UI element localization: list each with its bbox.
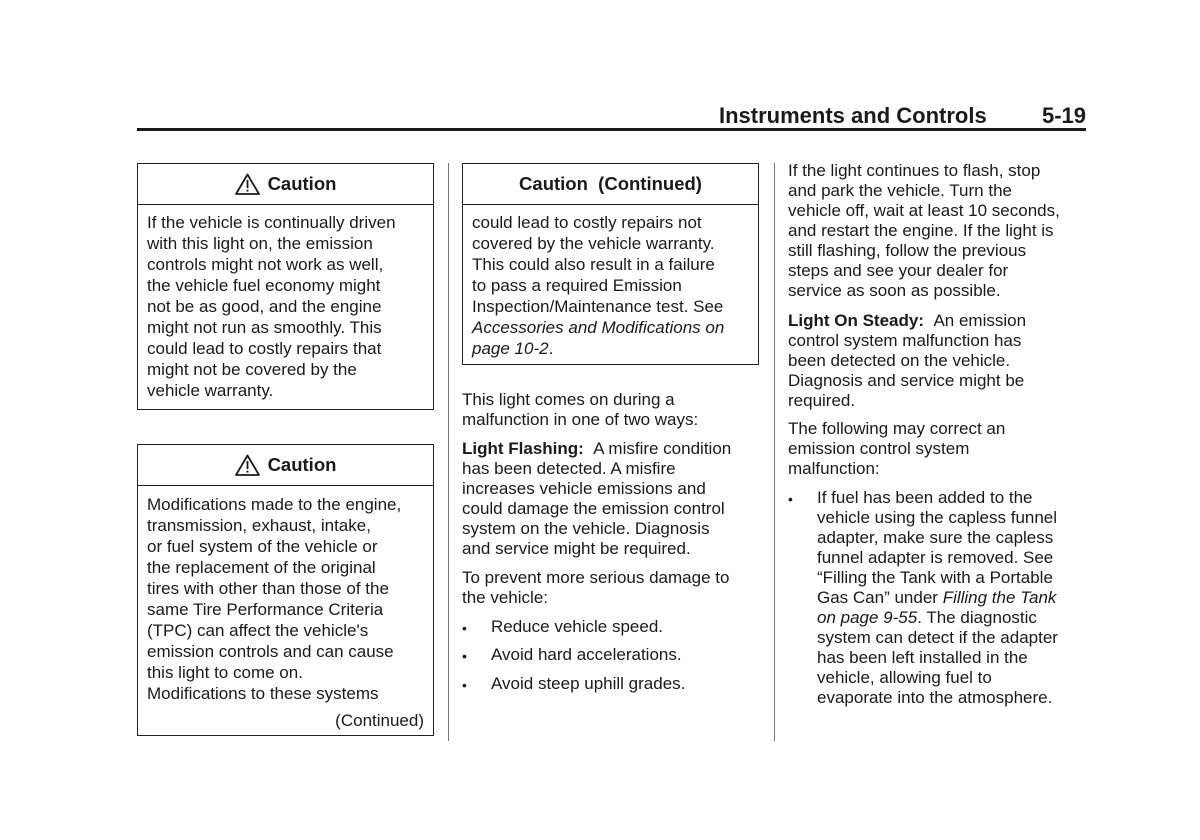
caution-body-1 xyxy=(147,212,425,401)
text-line: This could also result in a failure xyxy=(472,255,715,274)
correct-paragraph xyxy=(788,419,1005,479)
text-line: service as soon as possible. xyxy=(788,281,1001,300)
caution-header-2 xyxy=(138,445,433,486)
text-line: adapter, make sure the capless xyxy=(817,528,1054,547)
run-in-heading: Light Flashing: xyxy=(462,439,584,458)
text-line: not be as good, and the engine xyxy=(147,297,382,316)
page-number: 5-19 xyxy=(1041,103,1086,128)
punctuation: . xyxy=(548,339,554,358)
run-in-heading: Light On Steady: xyxy=(788,311,924,330)
text-line: has been detected. A misfire xyxy=(462,459,676,478)
text-run: . The diagnostic xyxy=(917,608,1037,627)
text-line: If the vehicle is continually driven xyxy=(147,213,396,232)
caution-box-1 xyxy=(137,163,434,410)
warning-triangle-icon xyxy=(235,173,260,195)
list-item-text: Avoid steep uphill grades. xyxy=(491,674,686,693)
text-run: An emission xyxy=(933,311,1027,330)
list-item xyxy=(462,645,752,674)
text-line: “Filling the Tank with a Portable xyxy=(817,568,1053,587)
text-line: and restart the engine. If the light is xyxy=(788,221,1054,240)
bullet-icon: • xyxy=(788,491,793,507)
column-divider-1 xyxy=(448,163,449,741)
intro-paragraph xyxy=(462,390,698,430)
text-line: has been left installed in the xyxy=(817,648,1028,667)
text-line: required. xyxy=(788,391,856,410)
page-header xyxy=(700,101,1086,131)
text-line: could lead to costly repairs not xyxy=(472,213,702,232)
text-line: To prevent more serious damage to xyxy=(462,568,730,587)
bullet-icon: • xyxy=(462,677,467,693)
cross-reference-line xyxy=(472,338,750,359)
text-line: Inspection/Maintenance test. See xyxy=(472,297,724,316)
caution-header-continued xyxy=(463,164,758,205)
text-line: same Tire Performance Criteria xyxy=(147,600,384,619)
caution-box-2 xyxy=(137,444,434,736)
text-line: the vehicle fuel economy might xyxy=(147,276,381,295)
text-line: tires with other than those of the xyxy=(147,579,389,598)
caution-header-1 xyxy=(138,164,433,205)
text-line: or fuel system of the vehicle or xyxy=(147,537,378,556)
text-line: controls might not work as well, xyxy=(147,255,384,274)
caution-title: Caution xyxy=(267,173,337,194)
text-line: the replacement of the original xyxy=(147,558,376,577)
text-line: emission control system xyxy=(788,439,970,458)
text-line: system can detect if the adapter xyxy=(817,628,1058,647)
text-line: been detected on the vehicle. xyxy=(788,351,1011,370)
cross-reference: Filling the Tank xyxy=(942,588,1057,607)
list-item-text: Avoid hard accelerations. xyxy=(491,645,682,664)
list-item xyxy=(788,488,1088,708)
text-line: and park the vehicle. Turn the xyxy=(788,181,1012,200)
text-line: system on the vehicle. Diagnosis xyxy=(462,519,710,538)
caution-box-continued xyxy=(462,163,759,365)
list-item-text: Reduce vehicle speed. xyxy=(491,617,664,636)
text-line: might not be covered by the xyxy=(147,360,357,379)
continued-label: (Continued) xyxy=(335,711,424,730)
header-rule xyxy=(137,128,1086,131)
text-line: increases vehicle emissions and xyxy=(462,479,706,498)
text-line: with this light on, the emission xyxy=(147,234,373,253)
list-item xyxy=(462,617,752,645)
text-line: might not run as smoothly. This xyxy=(147,318,382,337)
text-line: (TPC) can affect the vehicle's xyxy=(147,621,369,640)
light-flashing-paragraph xyxy=(462,439,731,559)
text-line: Modifications made to the engine, xyxy=(147,495,402,514)
caution-title: Caution (Continued) xyxy=(519,173,702,194)
prevent-paragraph xyxy=(462,568,729,608)
text-line xyxy=(788,311,1026,331)
text-line: The following may correct an xyxy=(788,419,1006,438)
list-item xyxy=(462,674,752,702)
light-on-steady-paragraph xyxy=(788,311,1026,411)
caution-body-continued xyxy=(472,212,750,359)
text-line: could damage the emission control xyxy=(462,499,725,518)
text-line: steps and see your dealer for xyxy=(788,261,1009,280)
text-line: Modifications to these systems xyxy=(147,684,379,703)
bullet-icon: • xyxy=(462,648,467,664)
text-line: If the light continues to flash, stop xyxy=(788,161,1041,180)
caution-body-2 xyxy=(147,494,425,704)
text-line: If fuel has been added to the xyxy=(817,488,1033,507)
column-divider-2 xyxy=(774,163,775,741)
text-line: vehicle warranty. xyxy=(147,381,274,400)
text-line xyxy=(817,608,1058,628)
cross-reference-line xyxy=(472,317,750,338)
text-line: still flashing, follow the previous xyxy=(788,241,1027,260)
text-line: Diagnosis and service might be xyxy=(788,371,1025,390)
text-line: the vehicle: xyxy=(462,588,548,607)
warning-triangle-icon xyxy=(235,454,260,476)
text-line: vehicle using the capless funnel xyxy=(817,508,1058,527)
text-line xyxy=(462,439,731,459)
text-line: vehicle, allowing fuel to xyxy=(817,668,992,687)
caution-title: Caution xyxy=(267,454,337,475)
text-line: emission controls and can cause xyxy=(147,642,394,661)
text-line: covered by the vehicle warranty. xyxy=(472,234,715,253)
text-run: A misfire condition xyxy=(593,439,732,458)
text-line: This light comes on during a xyxy=(462,390,675,409)
text-line: to pass a required Emission xyxy=(472,276,682,295)
text-line xyxy=(817,588,1058,608)
text-line: malfunction in one of two ways: xyxy=(462,410,699,429)
continues-flashing-paragraph xyxy=(788,161,1060,301)
list-item-text xyxy=(817,488,1058,708)
text-line: evaporate into the atmosphere. xyxy=(817,688,1053,707)
text-line: and service might be required. xyxy=(462,539,691,558)
text-line: this light to come on. xyxy=(147,663,303,682)
text-line: transmission, exhaust, intake, xyxy=(147,516,371,535)
cross-reference: page 10-2 xyxy=(472,339,549,358)
cross-reference: on page 9-55 xyxy=(817,608,918,627)
text-line: control system malfunction has xyxy=(788,331,1022,350)
bullet-icon: • xyxy=(462,620,467,636)
text-run: Gas Can” under xyxy=(817,588,943,607)
text-line: could lead to costly repairs that xyxy=(147,339,382,358)
bullet-list xyxy=(462,617,752,702)
text-line: vehicle off, wait at least 10 seconds, xyxy=(788,201,1060,220)
cross-reference: Accessories and Modifications on xyxy=(472,318,725,337)
text-line: malfunction: xyxy=(788,459,880,478)
section-title: Instruments and Controls xyxy=(719,103,987,128)
text-line: funnel adapter is removed. See xyxy=(817,548,1054,567)
bullet-list-col3 xyxy=(788,488,1088,708)
